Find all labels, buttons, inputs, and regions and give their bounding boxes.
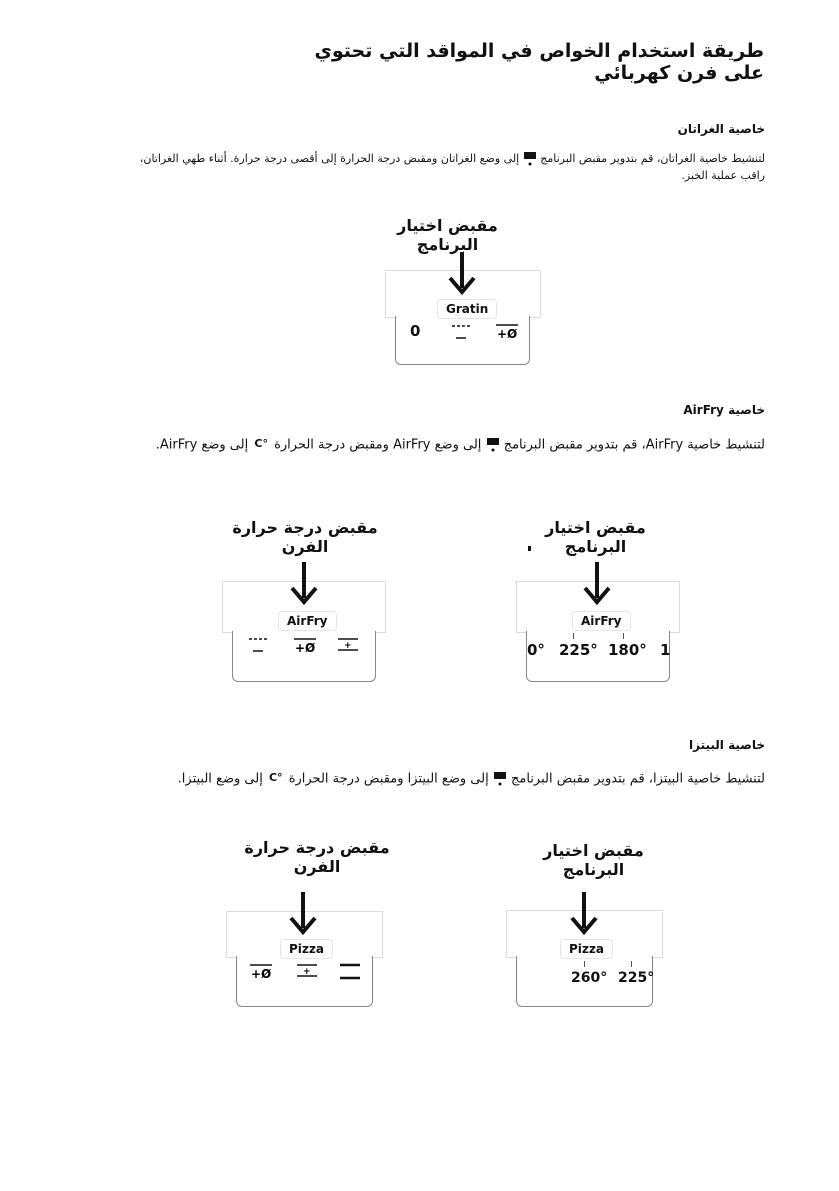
airfry-program-knob-label: مقبض اختيار البرنامج	[545, 518, 646, 556]
program-knob-icon	[486, 437, 500, 453]
temp-value: 225°	[618, 970, 655, 986]
airfry-text-start: لتنشيط خاصية AirFry، قم بتدوير مقبض البرنامج	[503, 437, 765, 453]
airfry-program-mode-chip: AirFry	[572, 611, 631, 631]
top-bottom-heat-icon	[338, 962, 362, 982]
temp-value: 1	[660, 641, 671, 659]
pizza-temp-down-arrow-icon	[288, 890, 318, 938]
airfry-temp-mode-chip: AirFry	[278, 611, 337, 631]
tick-mark	[631, 961, 632, 967]
svg-text:+Ø: +Ø	[295, 641, 316, 654]
airfry-program-panel-bottom	[526, 631, 670, 682]
gratin-text-middle: إلى وضع الغراتان ومقبض درجة الحرارة إلى أقصى درجة حرارة. أثناء طهي الغراتان،	[139, 152, 520, 165]
airfry-temp-knob-label: مقبض درجة حرارة الفرن	[232, 518, 378, 556]
tick-mark	[584, 961, 585, 967]
temperature-icon: °C	[254, 437, 268, 450]
svg-text:+Ø: +Ø	[251, 967, 272, 980]
svg-text:+Ø: +Ø	[497, 327, 518, 340]
airfry-heading: خاصية AirFry	[683, 403, 765, 417]
airfry-text-end: إلى وضع AirFry.	[155, 437, 249, 453]
top-bottom-fan-icon	[295, 962, 319, 980]
pizza-text-end: إلى وضع البيتزا.	[177, 771, 263, 787]
pizza-program-knob-label: مقبض اختيار البرنامج	[543, 841, 644, 879]
pizza-program-mode-chip: Pizza	[560, 939, 613, 959]
temperature-icon: °C	[268, 771, 283, 784]
gratin-heading: خاصية الغراتان	[677, 122, 765, 136]
top-bottom-fan-icon	[336, 636, 360, 654]
gratin-text-start: لتنشيط خاصية الغراتان، قم بتدوير مقبض البرنامج	[540, 152, 765, 165]
svg-text:+: +	[303, 967, 311, 977]
gratin-paragraph	[135, 150, 765, 184]
grill-fan-icon	[494, 322, 520, 340]
gratin-down-arrow-icon	[447, 250, 477, 298]
gratin-mode-chip: Gratin	[437, 299, 497, 319]
grill-fan-icon	[248, 962, 274, 980]
temp-value: 180°	[608, 641, 647, 659]
pizza-paragraph	[135, 771, 765, 787]
pizza-text-start: لتنشيط خاصية البيتزا، قم بتدوير مقبض البرنامج	[510, 771, 765, 787]
pizza-program-down-arrow-icon	[569, 890, 599, 938]
gratin-knob-label: مقبض اختيار البرنامج	[397, 216, 498, 254]
tick-mark	[573, 633, 574, 639]
program-knob-icon	[493, 771, 507, 787]
temp-value: 225°	[559, 641, 598, 659]
page-title: طريقة استخدام الخواص في المواقد التي تحتوي على فرن كهربائي	[314, 40, 764, 84]
pizza-text-middle: إلى وضع البيتزا ومقبض درجة الحرارة	[288, 771, 489, 787]
pizza-temp-mode-chip: Pizza	[280, 939, 333, 959]
airfry-text-middle: إلى وضع AirFry ومقبض درجة الحرارة	[274, 437, 482, 453]
airfry-program-down-arrow-icon	[582, 560, 612, 608]
grill-icon	[247, 637, 269, 655]
pizza-temp-knob-label: مقبض درجة حرارة الفرن	[244, 838, 390, 876]
grill-fan-icon	[292, 636, 318, 654]
gratin-dial-zero: 0	[410, 322, 421, 340]
label-mark	[528, 546, 531, 551]
airfry-paragraph	[145, 437, 765, 453]
temp-value: 0°	[527, 641, 545, 659]
gratin-text-line2: راقب عملية الخبز.	[681, 169, 765, 182]
pizza-heading: خاصية البيتزا	[689, 738, 765, 752]
airfry-temp-down-arrow-icon	[289, 560, 319, 608]
program-knob-icon	[523, 151, 537, 167]
grill-icon	[450, 324, 472, 342]
tick-mark	[623, 633, 624, 639]
temp-value: 260°	[571, 970, 608, 986]
svg-text:+: +	[344, 641, 352, 651]
